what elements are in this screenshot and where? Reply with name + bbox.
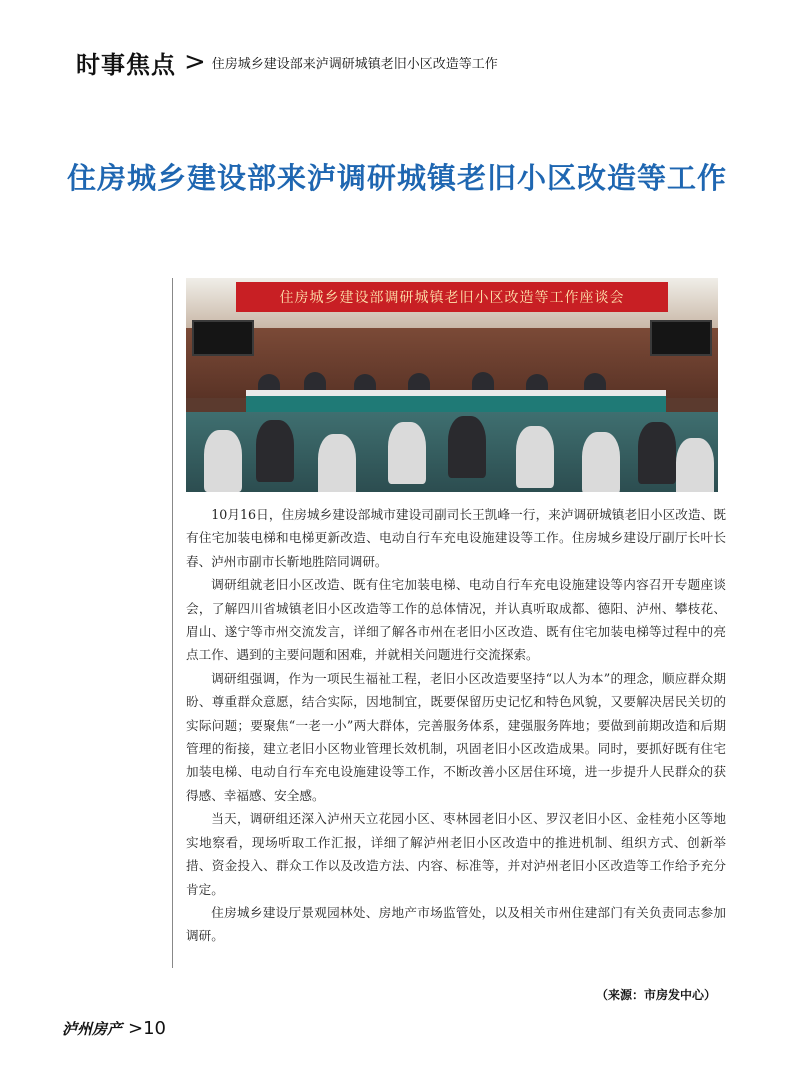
column-divider	[172, 278, 173, 968]
article-paragraph: 住房城乡建设厅景观园林处、房地产市场监管处，以及相关市州住建部门有关负责同志参加调研。	[186, 904, 726, 944]
photo-screen-right	[650, 320, 712, 356]
photo-banner: 住房城乡建设部调研城镇老旧小区改造等工作座谈会	[236, 282, 668, 312]
article-paragraph: 10月16日，住房城乡建设部城市建设司副司长王凯峰一行，来泸调研城镇老旧小区改造、既有住宅加装电梯和电梯更新改造、电动自行车充电设施建设等工作。住房城乡建设厅副厅长叶长春、泸州市副市长靳地胜陪同调研。	[186, 507, 726, 569]
photo-screen-left	[192, 320, 254, 356]
chevron-right-icon: >	[184, 47, 206, 77]
photo-attendee	[638, 422, 676, 484]
header-topic: 住房城乡建设部来泸调研城镇老旧小区改造等工作	[211, 56, 498, 72]
page-footer	[62, 1018, 166, 1039]
article-paragraph: 调研组强调，作为一项民生福祉工程，老旧小区改造要坚持“以人为本”的理念，顺应群众期盼、尊重群众意愿，结合实际，因地制宜，既要保留历史记忆和特色风貌，又要解决居民关切的实际问题；要聚焦“一老一小”两大群体，完善服务体系，建强服务阵地；要做到前期改造和后期管理的衔接，建立老旧小区物业管理长效机制，巩固老旧小区改造成果。同时，要抓好既有住宅加装电梯、电动自行车充电设施建设等工作，不断改善小区居住环境，进一步提升人民群众的获得感、幸福感、安全感。	[186, 670, 726, 803]
photo-chair	[582, 432, 620, 492]
section-name: 时事焦点	[76, 50, 176, 79]
photo-chair	[676, 438, 714, 492]
photo-chair	[318, 434, 356, 492]
article-paragraph: 当天，调研组还深入泸州天立花园小区、枣林园老旧小区、罗汉老旧小区、金桂苑小区等地实地察看，现场听取工作汇报，详细了解泸州老旧小区改造中的推进机制、组织方式、创新举措、资金投入、群众工作以及改造方法、内容、标准等，并对泸州老旧小区改造等工作给予充分肯定。	[186, 811, 726, 897]
article-source: （来源：市房发中心）	[595, 988, 716, 1002]
article-title: 住房城乡建设部来泸调研城镇老旧小区改造等工作	[66, 161, 727, 195]
photo-seating-area	[186, 412, 718, 492]
article-paragraph: 调研组就老旧小区改造、既有住宅加装电梯、电动自行车充电设施建设等内容召开专题座谈会，了解四川省城镇老旧小区改造等工作的总体情况，并认真听取成都、德阳、泸州、攀枝花、眉山、遂宁等市州交流发言，详细了解各市州在老旧小区改造、既有住宅加装电梯等过程中的亮点工作、遇到的主要问题和困难，并就相关问题进行交流探索。	[186, 577, 726, 663]
page-number: >10	[128, 1018, 167, 1039]
magazine-logo: 泸州房产	[62, 1020, 123, 1038]
photo-chair	[388, 422, 426, 484]
article-body	[186, 503, 726, 948]
section-header	[76, 45, 498, 79]
photo-chair	[516, 426, 554, 488]
photo-chair	[204, 430, 242, 492]
photo-attendee	[448, 416, 486, 478]
meeting-photo	[186, 278, 718, 492]
photo-attendee	[256, 420, 294, 482]
